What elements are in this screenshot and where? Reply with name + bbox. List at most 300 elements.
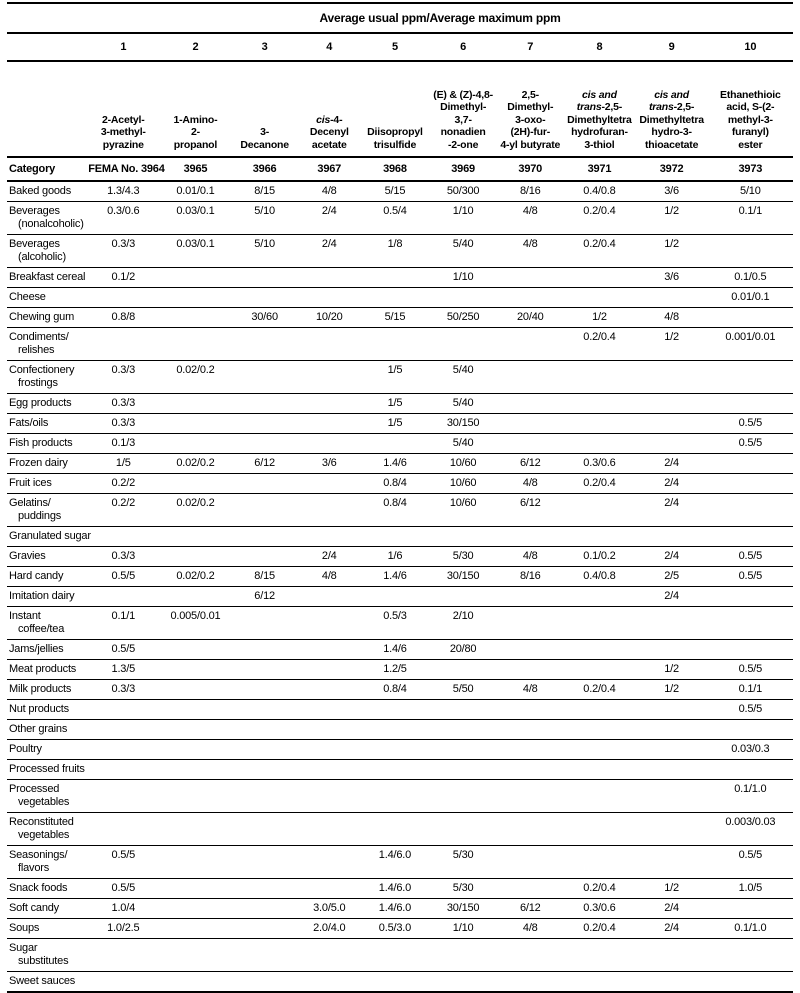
ppm-value-cell: 0.3/0.6 <box>563 454 635 474</box>
ppm-value-cell: 30/150 <box>429 899 497 919</box>
ppm-value-cell <box>497 394 563 414</box>
category-label: Processed <box>9 783 60 795</box>
category-cell <box>7 547 87 567</box>
ppm-value-cell: 0.1/0.2 <box>563 547 635 567</box>
ppm-value-cell: 0.8/4 <box>361 494 429 527</box>
ppm-value-cell <box>429 527 497 547</box>
ppm-value-cell <box>361 740 429 760</box>
table-row <box>7 760 793 780</box>
ppm-value-cell <box>636 414 708 434</box>
ppm-value-cell <box>232 361 298 394</box>
ppm-value-cell: 8/15 <box>232 181 298 202</box>
ppm-value-cell: 1.0/2.5 <box>87 919 159 939</box>
ppm-value-cell: 0.3/0.6 <box>87 202 159 235</box>
ppm-value-cell <box>563 607 635 640</box>
chemical-name-line: hydrofuran- <box>571 126 628 138</box>
ppm-value-cell: 0.5/3 <box>361 607 429 640</box>
chemical-name-line: 3-methyl- <box>100 126 146 138</box>
table-row <box>7 268 793 288</box>
ppm-value-cell <box>563 434 635 454</box>
ppm-value-cell <box>232 474 298 494</box>
ppm-value-cell: 1/8 <box>361 235 429 268</box>
category-cell <box>7 454 87 474</box>
ppm-value-cell <box>636 700 708 720</box>
ppm-value-cell <box>232 879 298 899</box>
ppm-value-cell <box>159 660 231 680</box>
table-row <box>7 567 793 587</box>
ppm-value-cell <box>361 939 429 972</box>
chemical-name-line: Dimethyltetra <box>567 113 632 126</box>
ppm-value-cell: 2/10 <box>429 607 497 640</box>
ppm-value-cell: 3/6 <box>298 454 361 474</box>
chemical-name-line: pyrazine <box>102 138 144 151</box>
category-cell <box>7 700 87 720</box>
ppm-value-cell <box>159 434 231 454</box>
table-row <box>7 547 793 567</box>
ppm-value-cell <box>298 361 361 394</box>
ppm-value-cell: 0.5/5 <box>708 547 793 567</box>
ppm-value-cell <box>708 235 793 268</box>
category-label: Breakfast cereal <box>9 271 86 283</box>
ppm-value-cell: 0.03/0.3 <box>708 740 793 760</box>
ppm-value-cell <box>708 494 793 527</box>
ppm-value-cell <box>708 394 793 414</box>
category-cell <box>7 567 87 587</box>
chemical-name-line: (2H)-fur- <box>510 126 551 138</box>
ppm-value-cell: 0.1/1 <box>87 607 159 640</box>
category-label: Egg products <box>9 397 72 409</box>
ppm-value-cell <box>232 547 298 567</box>
chemical-name-line: cis and <box>582 88 617 101</box>
ppm-value-cell: 5/30 <box>429 879 497 899</box>
category-label: Soups <box>9 922 40 934</box>
ppm-value-cell: 0.5/5 <box>87 640 159 660</box>
ppm-value-cell: 1.4/6.0 <box>361 899 429 919</box>
chemical-name-line: Ethanethioic <box>720 88 781 101</box>
column-number: 9 <box>636 33 708 61</box>
ppm-value-cell <box>298 607 361 640</box>
ppm-value-cell: 8/16 <box>497 567 563 587</box>
ppm-value-cell: 5/10 <box>232 202 298 235</box>
ppm-value-cell <box>429 760 497 780</box>
ppm-value-cell <box>497 660 563 680</box>
category-cell <box>7 414 87 434</box>
category-label: Seasonings/ <box>9 849 68 861</box>
category-label: Nut products <box>9 703 69 715</box>
ppm-value-cell <box>563 361 635 394</box>
ppm-value-cell: 3/6 <box>636 268 708 288</box>
category-label: Beverages <box>9 205 60 217</box>
ppm-value-cell <box>361 813 429 846</box>
category-label: Frozen dairy <box>9 457 68 469</box>
ppm-value-cell <box>298 660 361 680</box>
chemical-name-line: ester <box>738 138 763 151</box>
column-number: 2 <box>159 33 231 61</box>
ppm-value-cell: 0.01/0.1 <box>708 288 793 308</box>
category-cell <box>7 361 87 394</box>
ppm-value-cell: 6/12 <box>497 454 563 474</box>
ppm-value-cell <box>563 660 635 680</box>
ppm-value-cell <box>298 813 361 846</box>
ppm-value-cell <box>708 760 793 780</box>
ppm-value-cell <box>636 640 708 660</box>
ppm-value-cell <box>159 972 231 993</box>
ppm-value-cell: 4/8 <box>298 567 361 587</box>
ppm-value-cell <box>232 268 298 288</box>
ppm-value-cell: 4/8 <box>636 308 708 328</box>
ppm-value-cell <box>298 720 361 740</box>
category-cell <box>7 434 87 454</box>
ppm-value-cell: 4/8 <box>298 181 361 202</box>
ppm-value-cell: 0.5/5 <box>708 414 793 434</box>
chemical-name-line: furanyl) <box>731 126 769 138</box>
ppm-value-cell: 1.0/4 <box>87 899 159 919</box>
ppm-value-cell <box>159 328 231 361</box>
category-cell <box>7 813 87 846</box>
ppm-value-cell <box>636 394 708 414</box>
category-label: Fats/oils <box>9 417 49 429</box>
ppm-value-cell: 0.2/0.4 <box>563 680 635 700</box>
ppm-value-cell: 4/8 <box>497 235 563 268</box>
ppm-value-cell <box>563 527 635 547</box>
table-row <box>7 680 793 700</box>
fema-number: 3965 <box>159 157 231 181</box>
table-row <box>7 434 793 454</box>
table-title-row <box>7 3 793 33</box>
table-row <box>7 474 793 494</box>
ppm-value-cell <box>232 434 298 454</box>
ppm-value-cell: 5/10 <box>708 181 793 202</box>
ppm-value-cell <box>708 474 793 494</box>
ppm-value-cell <box>87 740 159 760</box>
ppm-value-cell: 1.4/6 <box>361 567 429 587</box>
ppm-value-cell <box>361 760 429 780</box>
ppm-value-cell <box>87 700 159 720</box>
ppm-value-cell <box>361 527 429 547</box>
ppm-value-cell <box>361 288 429 308</box>
chemical-name-line: trisulfide <box>373 138 417 151</box>
ppm-value-cell <box>159 780 231 813</box>
ppm-value-cell <box>298 640 361 660</box>
ppm-value-cell <box>636 846 708 879</box>
category-cell <box>7 494 87 527</box>
ppm-value-cell: 2/4 <box>636 474 708 494</box>
fema-number: 3966 <box>232 157 298 181</box>
ppm-value-cell <box>232 720 298 740</box>
ppm-value-cell: 1/2 <box>636 660 708 680</box>
ppm-value-cell: 30/150 <box>429 414 497 434</box>
ppm-value-cell <box>87 972 159 993</box>
ppm-value-cell: 0.02/0.2 <box>159 494 231 527</box>
category-cell <box>7 660 87 680</box>
ppm-value-cell: 5/40 <box>429 235 497 268</box>
ppm-value-cell: 5/40 <box>429 361 497 394</box>
fema-number: 3973 <box>708 157 793 181</box>
category-label: vegetables <box>18 829 70 841</box>
category-cell <box>7 288 87 308</box>
ppm-value-cell: 4/8 <box>497 202 563 235</box>
chemical-name-line: (E) & (Z)-4,8- <box>433 88 493 101</box>
ppm-value-cell: 0.3/0.6 <box>563 899 635 919</box>
ppm-value-cell <box>429 780 497 813</box>
ppm-value-cell <box>563 780 635 813</box>
table-row <box>7 181 793 202</box>
ppm-value-cell: 2/4 <box>298 235 361 268</box>
category-label: Soft candy <box>9 902 59 914</box>
ppm-value-cell <box>232 972 298 993</box>
category-label: Granulated sugar <box>9 530 91 542</box>
ppm-value-cell <box>429 288 497 308</box>
ppm-value-cell: 0.1/2 <box>87 268 159 288</box>
ppm-value-cell: 0.2/2 <box>87 494 159 527</box>
ppm-value-cell <box>636 361 708 394</box>
ppm-value-cell: 2/4 <box>298 202 361 235</box>
category-label: substitutes <box>18 955 69 967</box>
chemical-name-line: 3,7- <box>454 113 472 126</box>
ppm-value-cell: 1.3/5 <box>87 660 159 680</box>
ppm-value-cell <box>159 760 231 780</box>
ppm-value-cell <box>497 640 563 660</box>
category-label: Other grains <box>9 723 68 735</box>
fema-number: 3972 <box>636 157 708 181</box>
ppm-value-cell <box>298 879 361 899</box>
ppm-value-cell <box>232 813 298 846</box>
ppm-value-cell <box>429 972 497 993</box>
chemical-name-line: thioacetate <box>644 138 699 151</box>
ppm-value-cell: 1/2 <box>636 235 708 268</box>
ppm-value-cell: 0.5/5 <box>708 846 793 879</box>
ppm-value-cell <box>497 813 563 846</box>
table-row <box>7 720 793 740</box>
ppm-value-cell <box>636 720 708 740</box>
ppm-value-cell <box>298 527 361 547</box>
ppm-value-cell: 30/150 <box>429 567 497 587</box>
ppm-value-cell <box>298 680 361 700</box>
ppm-value-cell: 1.2/5 <box>361 660 429 680</box>
ppm-value-cell <box>361 268 429 288</box>
ppm-value-cell <box>159 846 231 879</box>
table-row <box>7 202 793 235</box>
ppm-value-cell <box>563 700 635 720</box>
ppm-value-cell: 0.3/3 <box>87 680 159 700</box>
ppm-value-cell <box>708 308 793 328</box>
ppm-value-cell: 0.03/0.1 <box>159 235 231 268</box>
chemical-name <box>497 61 563 157</box>
ppm-value-cell <box>87 288 159 308</box>
ppm-value-cell: 0.3/3 <box>87 414 159 434</box>
ppm-value-cell <box>232 394 298 414</box>
ppm-value-cell <box>159 394 231 414</box>
ppm-value-cell: 6/12 <box>497 899 563 919</box>
ppm-value-cell <box>159 474 231 494</box>
category-label: Snack foods <box>9 882 68 894</box>
ppm-value-cell <box>232 919 298 939</box>
ppm-value-cell <box>497 434 563 454</box>
ppm-value-cell: 1/10 <box>429 268 497 288</box>
chemical-name-line: Decenyl <box>309 126 349 138</box>
ppm-value-cell: 4/8 <box>497 919 563 939</box>
chemical-name-line: methyl-3- <box>727 113 773 126</box>
ppm-value-cell <box>87 813 159 846</box>
ppm-value-cell <box>497 879 563 899</box>
ppm-value-cell <box>497 527 563 547</box>
chemical-name-line: cis and <box>654 88 689 101</box>
ppm-value-cell <box>87 720 159 740</box>
ppm-value-cell: 4/8 <box>497 547 563 567</box>
ppm-value-cell <box>298 700 361 720</box>
ppm-value-cell <box>298 474 361 494</box>
ppm-value-cell <box>159 547 231 567</box>
category-label: Reconstituted <box>9 816 74 828</box>
ppm-value-cell <box>497 587 563 607</box>
table-row <box>7 972 793 993</box>
ppm-value-cell <box>361 587 429 607</box>
table-row <box>7 740 793 760</box>
ppm-value-cell <box>361 328 429 361</box>
category-cell <box>7 680 87 700</box>
ppm-value-cell <box>159 308 231 328</box>
ppm-value-cell: 0.1/1.0 <box>708 780 793 813</box>
category-label: puddings <box>18 510 62 522</box>
ppm-value-cell <box>429 939 497 972</box>
category-cell <box>7 972 87 993</box>
chemical-name <box>429 61 497 157</box>
ppm-value-cell <box>298 780 361 813</box>
column-number: 4 <box>298 33 361 61</box>
ppm-value-cell <box>232 680 298 700</box>
ppm-value-cell: 0.1/0.5 <box>708 268 793 288</box>
ppm-value-cell <box>361 434 429 454</box>
ppm-value-cell: 1/2 <box>636 879 708 899</box>
table-row <box>7 235 793 268</box>
ppm-value-cell <box>232 700 298 720</box>
table-row <box>7 328 793 361</box>
ppm-value-cell: 0.005/0.01 <box>159 607 231 640</box>
category-label: Imitation dairy <box>9 590 75 602</box>
ppm-value-cell <box>298 939 361 972</box>
category-cell <box>7 607 87 640</box>
fema-number: FEMA No. 3964 <box>87 157 159 181</box>
table-row <box>7 813 793 846</box>
category-label: Cheese <box>9 291 46 303</box>
ppm-value-cell: 1/6 <box>361 547 429 567</box>
category-cell <box>7 394 87 414</box>
ppm-value-cell <box>159 879 231 899</box>
chemical-name <box>563 61 635 157</box>
ppm-value-cell <box>298 434 361 454</box>
fema-number: 3969 <box>429 157 497 181</box>
chemical-name-line: Diisopropyl <box>367 126 423 138</box>
category-cell <box>7 181 87 202</box>
ppm-value-cell <box>497 268 563 288</box>
ppm-value-cell <box>87 760 159 780</box>
ppm-value-cell: 6/12 <box>232 454 298 474</box>
chemical-name <box>159 61 231 157</box>
category-cell <box>7 268 87 288</box>
ppm-value-cell <box>429 587 497 607</box>
column-number: 3 <box>232 33 298 61</box>
category-label: Fruit ices <box>9 477 52 489</box>
fema-number: 3968 <box>361 157 429 181</box>
table-row <box>7 899 793 919</box>
ppm-value-cell: 1/2 <box>563 308 635 328</box>
chemical-name-line: Dimethyl- <box>440 101 487 113</box>
ppm-value-cell <box>636 527 708 547</box>
ppm-value-cell <box>708 899 793 919</box>
ppm-value-cell <box>232 846 298 879</box>
table-row <box>7 846 793 879</box>
ppm-value-cell: 20/80 <box>429 640 497 660</box>
category-cell <box>7 939 87 972</box>
ppm-value-cell: 10/60 <box>429 494 497 527</box>
ppm-value-cell <box>232 640 298 660</box>
ppm-value-cell: 8/15 <box>232 567 298 587</box>
ppm-value-cell <box>87 587 159 607</box>
ppm-value-cell: 5/30 <box>429 846 497 879</box>
ppm-value-cell <box>232 288 298 308</box>
ppm-value-cell <box>636 780 708 813</box>
ppm-value-cell: 2/4 <box>636 454 708 474</box>
category-label: Confectionery <box>9 364 75 376</box>
ppm-value-cell <box>232 527 298 547</box>
ppm-value-cell: 50/300 <box>429 181 497 202</box>
ppm-value-cell <box>563 846 635 879</box>
chemical-name-line: trans-2,5- <box>576 101 623 113</box>
ppm-value-cell: 1.4/6.0 <box>361 846 429 879</box>
ppm-value-cell <box>429 720 497 740</box>
chemical-name-line: 3-thiol <box>584 138 615 151</box>
category-label: Instant <box>9 610 41 622</box>
ppm-value-cell <box>429 813 497 846</box>
ppm-value-cell <box>298 846 361 879</box>
category-label: Milk products <box>9 683 72 695</box>
chemical-name-line: -2-one <box>447 138 479 151</box>
ppm-value-cell: 2/5 <box>636 567 708 587</box>
category-label: Gelatins/ <box>9 497 51 509</box>
category-label: Sweet sauces <box>9 975 76 987</box>
category-label: Chewing gum <box>9 311 75 323</box>
ppm-value-cell <box>563 939 635 972</box>
chemical-name-line: 4-yl butyrate <box>500 138 561 151</box>
name-row-spacer <box>7 61 87 157</box>
fema-number: 3970 <box>497 157 563 181</box>
ppm-value-cell <box>159 700 231 720</box>
ppm-value-cell: 0.8/8 <box>87 308 159 328</box>
table-row <box>7 494 793 527</box>
table-row <box>7 640 793 660</box>
ppm-value-cell: 1/2 <box>636 680 708 700</box>
ppm-value-cell: 0.5/5 <box>87 879 159 899</box>
ppm-value-cell <box>298 394 361 414</box>
ppm-value-cell: 0.1/3 <box>87 434 159 454</box>
ppm-value-cell <box>232 939 298 972</box>
ppm-value-cell: 5/50 <box>429 680 497 700</box>
ppm-value-cell <box>708 607 793 640</box>
ppm-value-cell: 6/12 <box>497 494 563 527</box>
ppm-value-cell <box>232 414 298 434</box>
ppm-value-cell <box>298 587 361 607</box>
table-row <box>7 587 793 607</box>
ppm-value-cell: 0.01/0.1 <box>159 181 231 202</box>
ppm-value-cell <box>361 700 429 720</box>
chemical-name-line: acetate <box>311 138 347 151</box>
ppm-value-cell: 10/60 <box>429 474 497 494</box>
table-row <box>7 660 793 680</box>
fema-number: 3967 <box>298 157 361 181</box>
category-cell <box>7 780 87 813</box>
ppm-value-cell <box>159 899 231 919</box>
ppm-value-cell: 0.8/4 <box>361 474 429 494</box>
